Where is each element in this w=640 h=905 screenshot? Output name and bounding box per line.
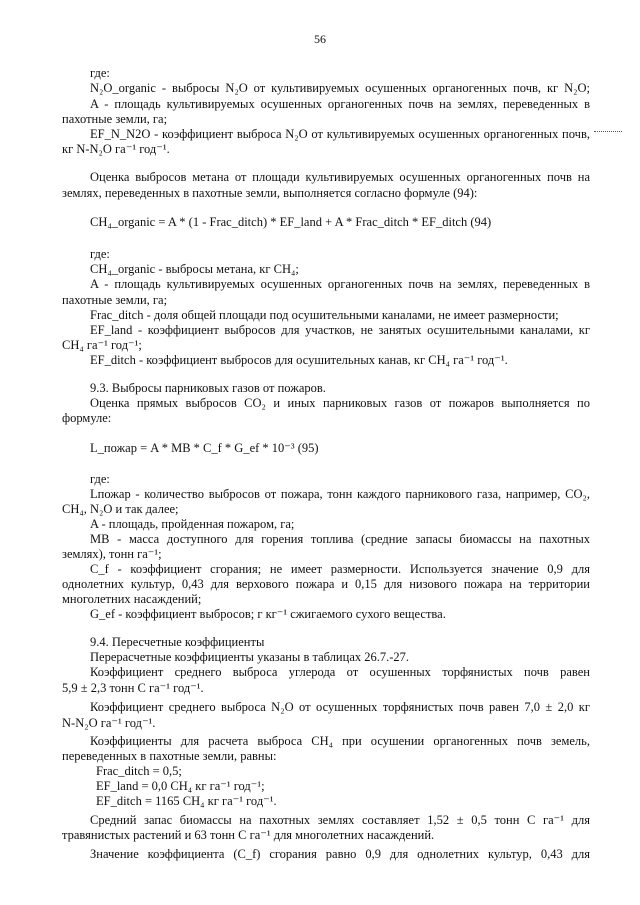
text-line: MB - масса доступного для горения топлива (средние запасы биомассы на пахотных (90, 532, 590, 546)
text-line: землях, переведенных в пахотные земли, выполняется согласно формуле (94): (62, 186, 478, 200)
text-line: Коэффициент среднего выброса N₂O от осушенных торфянистых почв равен 7,0 ± 2,0 кг (90, 700, 590, 714)
text-line: Перерасчетные коэффициенты указаны в таблицах 26.7.-27. (90, 650, 410, 664)
section-heading-9-3: 9.3. Выбросы парниковых газов от пожаров. (90, 381, 326, 395)
text-line: Frac_ditch - доля общей площади под осушительными каналами, не имеет размерности; (90, 308, 559, 322)
text-line: однолетних культур, 0,43 для верхового пожара и 0,15 для низового пожара на территории (62, 577, 590, 591)
text-line: Средний запас биомассы на пахотных землях составляет 1,52 ± 0,5 тонн C га⁻¹ для (90, 813, 590, 827)
text-line: EF_land = 0,0 CH₄ кг га⁻¹ год⁻¹; (96, 779, 265, 793)
text-line: EF_ditch - коэффициент выбросов для осушительных канав, кг CH₄ га⁻¹ год⁻¹. (90, 353, 508, 367)
text-line: Коэффициенты для расчета выброса CH₄ при осушении органогенных почв земель, (90, 734, 590, 748)
text-line: A - площадь культивируемых осушенных органогенных почв на землях, переведенных в (90, 97, 590, 111)
text-line: CH₄_organic - выбросы метана, кг CH₄; (90, 262, 299, 276)
text-line: 5,9 ± 2,3 тонн C га⁻¹ год⁻¹. (62, 681, 204, 695)
text-line: EF_land - коэффициент выбросов для участков, не занятых осушительными каналами, кг (90, 323, 590, 337)
text-line: пахотные земли, га; (62, 112, 168, 126)
text-line: EF_N_N2O - коэффициент выброса N₂O от культивируемых осушенных органогенных почв, (90, 127, 590, 141)
margin-mark (594, 131, 622, 132)
text-line: пахотные земли, га; (62, 293, 168, 307)
text-line: N-N₂O га⁻¹ год⁻¹. (62, 716, 156, 730)
text-line: CH₄ га⁻¹ год⁻¹; (62, 338, 142, 352)
text-line: G_ef - коэффициент выбросов; г кг⁻¹ сжигаемого сухого вещества. (90, 607, 446, 621)
text-line: A - площадь культивируемых осушенных органогенных почв на землях, переведенных в (90, 277, 590, 291)
formula-95: L_пожар = A * MB * C_f * G_ef * 10⁻³ (95) (90, 441, 319, 455)
text-line: формуле: (62, 411, 112, 425)
formula-94: CH₄_organic = A * (1 - Frac_ditch) * EF_land + A * Frac_ditch * EF_ditch (94) (90, 215, 492, 229)
text-line: N₂O_organic - выбросы N₂O от культивируемых осушенных органогенных почв, кг N₂O; (90, 81, 590, 95)
text-line: C_f - коэффициент сгорания; не имеет размерности. Используется значение 0,9 для (90, 562, 590, 576)
text-line: многолетних насаждений; (62, 592, 202, 606)
text-line: переведенных в пахотные земли, равны: (62, 749, 277, 763)
section-heading-9-4: 9.4. Пересчетные коэффициенты (90, 635, 265, 649)
text-line: A - площадь, пройденная пожаром, га; (90, 517, 295, 531)
text-line: Lпожар - количество выбросов от пожара, тонн каждого парникового газа, например, CO₂, (90, 487, 590, 501)
text-line: Frac_ditch = 0,5; (96, 764, 182, 778)
text-line: землях), тонн га⁻¹; (62, 547, 162, 561)
text-line: EF_ditch = 1165 CH₄ кг га⁻¹ год⁻¹. (96, 794, 277, 808)
text-line: Коэффициент среднего выброса углерода от осушенных торфянистых почв равен (90, 665, 590, 679)
text-line: где: (90, 247, 110, 261)
text-line: где: (90, 66, 110, 80)
text-line: CH₄, N₂O и так далее; (62, 502, 179, 516)
text-line: Значение коэффициента (C_f) сгорания равно 0,9 для однолетних культур, 0,43 для (90, 847, 590, 861)
text-line: Оценка прямых выбросов CO₂ и иных парниковых газов от пожаров выполняется по (90, 396, 590, 410)
text-line: Оценка выбросов метана от площади культивируемых осушенных органогенных почв на (90, 170, 590, 184)
text-line: травянистых растений и 63 тонн C га⁻¹ для многолетних насаждений. (62, 828, 435, 842)
text-line: где: (90, 472, 110, 486)
text-line: кг N-N₂O га⁻¹ год⁻¹. (62, 142, 170, 156)
page-number: 56 (314, 32, 326, 46)
